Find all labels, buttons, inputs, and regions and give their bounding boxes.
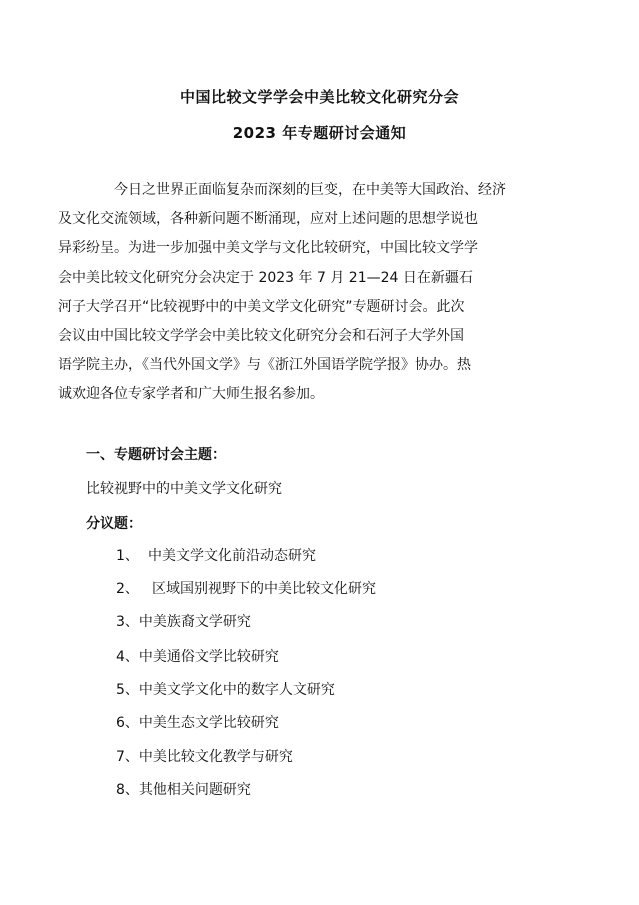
paragraph-line: 及文化交流领域，各种新问题不断涌现，应对上述问题的思想学说也 bbox=[58, 211, 478, 228]
subtopic-item bbox=[116, 545, 316, 565]
subtopic-number: 8、 bbox=[116, 782, 139, 798]
theme-text: 比较视野中的中美文学文化研究 bbox=[86, 481, 282, 497]
title-line-2: 2023 年专题研讨会通知 bbox=[232, 124, 407, 142]
subtopic-item bbox=[116, 679, 335, 699]
subtopic-text: 其他相关问题研究 bbox=[138, 782, 251, 798]
subtopic-item bbox=[116, 746, 293, 766]
subtopic-text: 中美文学文化中的数字人文研究 bbox=[138, 682, 335, 698]
section-heading-theme: 一、专题研讨会主题： bbox=[86, 447, 226, 463]
subtopic-item bbox=[116, 611, 251, 631]
subtopic-item bbox=[116, 578, 376, 598]
subtopic-item bbox=[116, 779, 251, 799]
paragraph-line: 诚欢迎各位专家学者和广大师生报名参加。 bbox=[58, 386, 324, 403]
subtopic-number: 6、 bbox=[116, 715, 139, 731]
paragraph-line: 会议由中国比较文学学会中美比较文化研究分会和石河子大学外国 bbox=[58, 328, 464, 345]
subtopic-number: 5、 bbox=[116, 682, 139, 698]
paragraph-line: 异彩纷呈。为进一步加强中美文学与文化比较研究，中国比较文学学 bbox=[58, 240, 478, 257]
subtopic-text: 区域国别视野下的中美比较文化研究 bbox=[152, 581, 376, 597]
intro-paragraph bbox=[58, 176, 558, 410]
paragraph-line: 语学院主办，《当代外国文学》与《浙江外国语学院学报》协办。热 bbox=[58, 357, 471, 374]
title-line-1: 中国比较文学学会中美比较文化研究分会 bbox=[179, 88, 459, 106]
subtopic-item bbox=[116, 646, 279, 666]
subtopic-number: 2、 bbox=[116, 581, 139, 597]
subtopic-number: 1、 bbox=[116, 548, 139, 564]
subtopic-item bbox=[116, 712, 279, 732]
subtopic-text: 中美比较文化教学与研究 bbox=[138, 749, 293, 765]
subtopic-text: 中美文学文化前沿动态研究 bbox=[148, 548, 316, 564]
subtopic-text: 中美生态文学比较研究 bbox=[138, 715, 279, 731]
subtopic-number: 3、 bbox=[116, 614, 139, 630]
subtopics-heading: 分议题： bbox=[86, 516, 142, 532]
subtopic-number: 7、 bbox=[116, 749, 139, 765]
paragraph-line: 今日之世界正面临复杂而深刻的巨变，在中美等大国政治、经济 bbox=[114, 182, 506, 198]
subtopic-number: 4、 bbox=[116, 649, 139, 665]
paragraph-line: 河子大学召开“比较视野中的中美文学文化研究”专题研讨会。此次 bbox=[58, 298, 465, 315]
subtopic-text: 中美族裔文学研究 bbox=[138, 614, 251, 630]
paragraph-line: 会中美比较文化研究分会决定于 2023 年 7 月 21—24 日在新疆石 bbox=[58, 269, 473, 286]
subtopic-text: 中美通俗文学比较研究 bbox=[138, 649, 279, 665]
